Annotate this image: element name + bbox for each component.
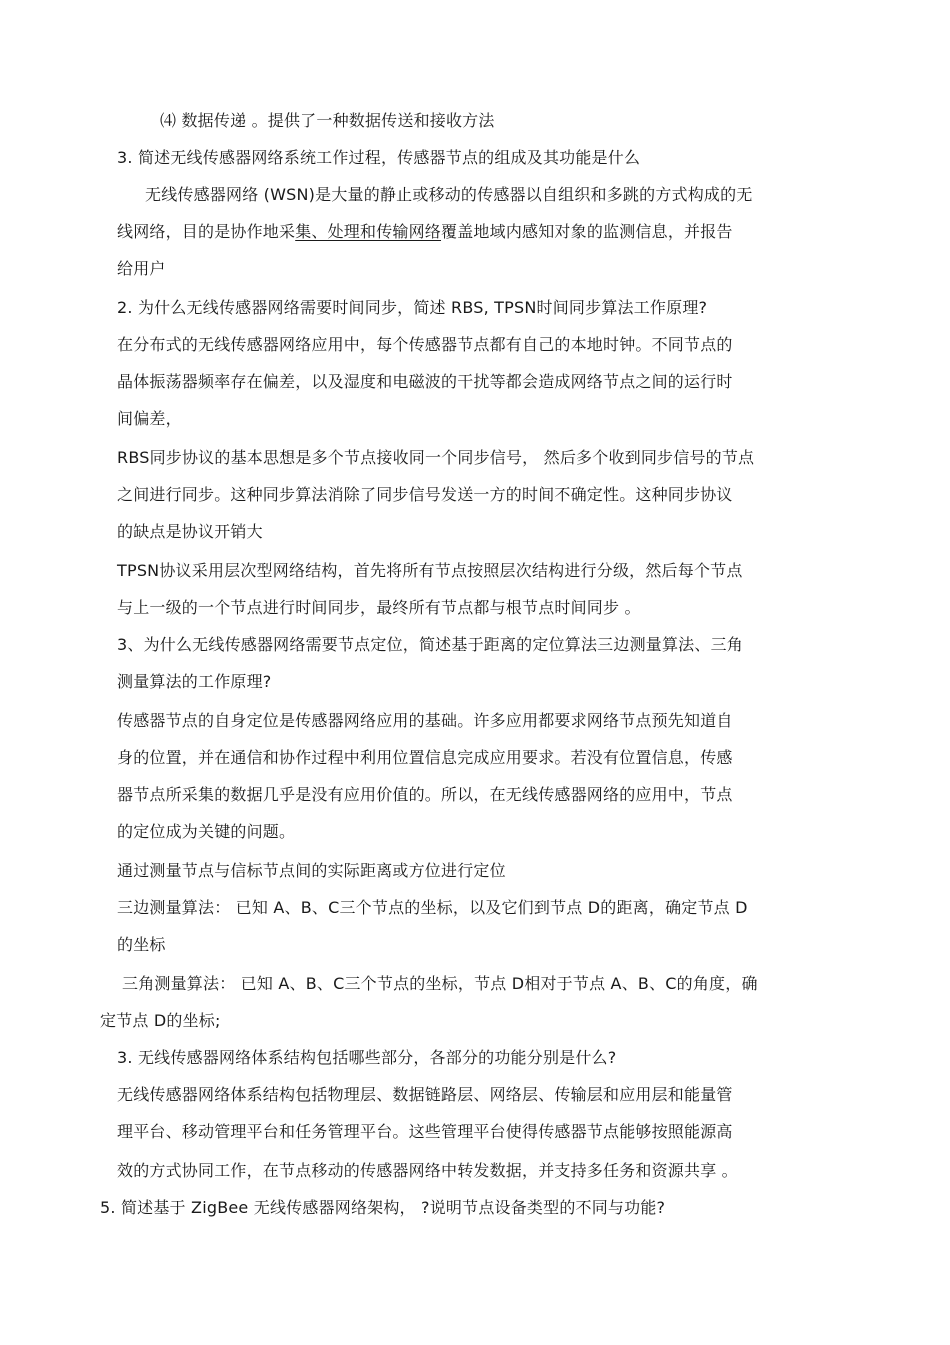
text-line: 的缺点是协议开销大 xyxy=(117,522,263,541)
text-line: 在分布式的无线传感器网络应用中，每个传感器节点都有自己的本地时钟。不同节点的 xyxy=(117,335,733,354)
text-line: 测量算法的工作原理? xyxy=(117,672,272,691)
question-heading: 3、为什么无线传感器网络需要节点定位，简述基于距离的定位算法三边测量算法、三角 xyxy=(117,635,743,654)
text-line: 晶体振荡器频率存在偏差，以及湿度和电磁波的干扰等都会造成网络节点之间的运行时 xyxy=(117,372,733,391)
text-line: 与上一级的一个节点进行时间同步，最终所有节点都与根节点时间同步 。 xyxy=(117,598,641,617)
text-line: ⑷ 数据传递 。提供了一种数据传送和接收方法 xyxy=(160,111,495,130)
text-line xyxy=(117,221,733,243)
text-segment: 线网络，目的是协作地采 xyxy=(117,222,296,241)
question-heading: 3. 简述无线传感器网络系统工作过程，传感器节点的组成及其功能是什么 xyxy=(117,148,641,167)
text-line: 间偏差， xyxy=(117,409,182,428)
text-line: 的定位成为关键的问题。 xyxy=(117,822,296,841)
text-line: 无线传感器网络 (WSN)是大量的静止或移动的传感器以自组织和多跳的方式构成的无 xyxy=(145,185,753,204)
question-heading: 2. 为什么无线传感器网络需要时间同步，简述 RBS, TPSN时间同步算法工作原理? xyxy=(117,298,708,317)
text-line: 三边测量算法： 已知 A、B、C三个节点的坐标，以及它们到节点 D的距离，确定节点 D xyxy=(117,898,748,917)
question-heading: 5. 简述基于 ZigBee 无线传感器网络架构， ?说明节点设备类型的不同与功能? xyxy=(100,1198,666,1217)
text-line: 定节点 D的坐标; xyxy=(100,1011,221,1030)
question-heading: 3. 无线传感器网络体系结构包括哪些部分，各部分的功能分别是什么? xyxy=(117,1048,617,1067)
text-line: RBS同步协议的基本思想是多个节点接收同一个同步信号， 然后多个收到同步信号的节点 xyxy=(117,448,755,467)
text-line: 之间进行同步。这种同步算法消除了同步信号发送一方的时间不确定性。这种同步协议 xyxy=(117,485,733,504)
text-line: TPSN协议采用层次型网络结构，首先将所有节点按照层次结构进行分级，然后每个节点 xyxy=(117,561,743,580)
text-line: 无线传感器网络体系结构包括物理层、数据链路层、网络层、传输层和应用层和能量管 xyxy=(117,1085,733,1104)
text-line: 理平台、移动管理平台和任务管理平台。这些管理平台使得传感器节点能够按照能源高 xyxy=(117,1122,733,1141)
text-line: 通过测量节点与信标节点间的实际距离或方位进行定位 xyxy=(117,861,506,880)
text-segment: 覆盖地域内感知对象的监测信息，并报告 xyxy=(441,222,733,241)
text-line: 效的方式协同工作，在节点移动的传感器网络中转发数据，并支持多任务和资源共享 。 xyxy=(117,1161,738,1180)
text-line: 给用户 xyxy=(117,259,166,278)
text-line: 三角测量算法： 已知 A、B、C三个节点的坐标，节点 D相对于节点 A、B、C的角度，确 xyxy=(122,974,758,993)
text-line: 身的位置，并在通信和协作过程中利用位置信息完成应用要求。若没有位置信息，传感 xyxy=(117,748,733,767)
underlined-text-segment: 集、处理和传输网络 xyxy=(295,222,442,241)
text-line: 器节点所采集的数据几乎是没有应用价值的。所以，在无线传感器网络的应用中，节点 xyxy=(117,785,733,804)
text-line: 传感器节点的自身定位是传感器网络应用的基础。许多应用都要求网络节点预先知道自 xyxy=(117,711,733,730)
text-line: 的坐标 xyxy=(117,935,166,954)
